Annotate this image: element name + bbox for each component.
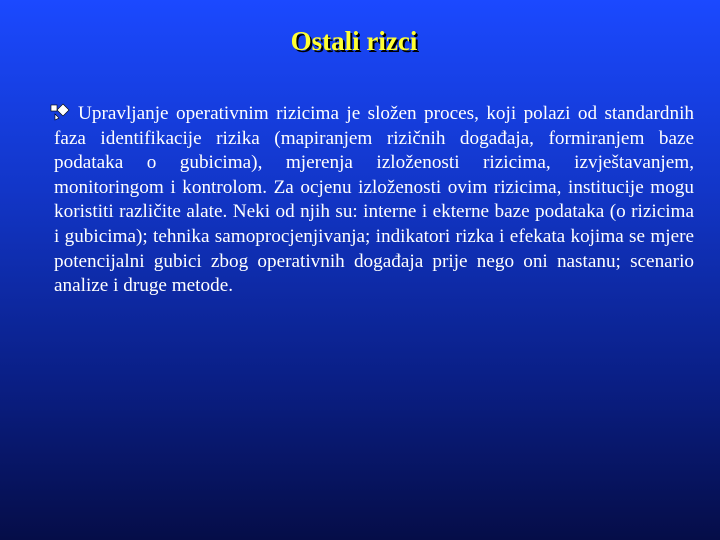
body-paragraph-wrapper [54, 102, 694, 299]
diamond-arrow-bullet-icon [50, 103, 72, 121]
body-paragraph: Upravljanje operativnim rizicima je složen proces, koji polazi od standardnih faza identifikacije rizika (mapiranjem rizičnih događaja, formiranjem baze podataka o gubicima), mjerenja izloženosti rizicima, izvještavanjem, monitoringom i kontrolom. Za ocjenu izloženosti ovim rizicima, institucije mogu koristiti različite alate. Neki od njih su: interne i ekterne baze podataka (o rizicima i gubicima); tehnika samoprocjenjivanja; indikatori rizka i efekata kojima se mjere potencijalni gubici zbog operativnih događaja prije nego oni nastanu; scenario analize i druge metode. [54, 103, 694, 297]
slide-title: Ostali rizci [290, 26, 418, 56]
slide-body [54, 102, 694, 299]
